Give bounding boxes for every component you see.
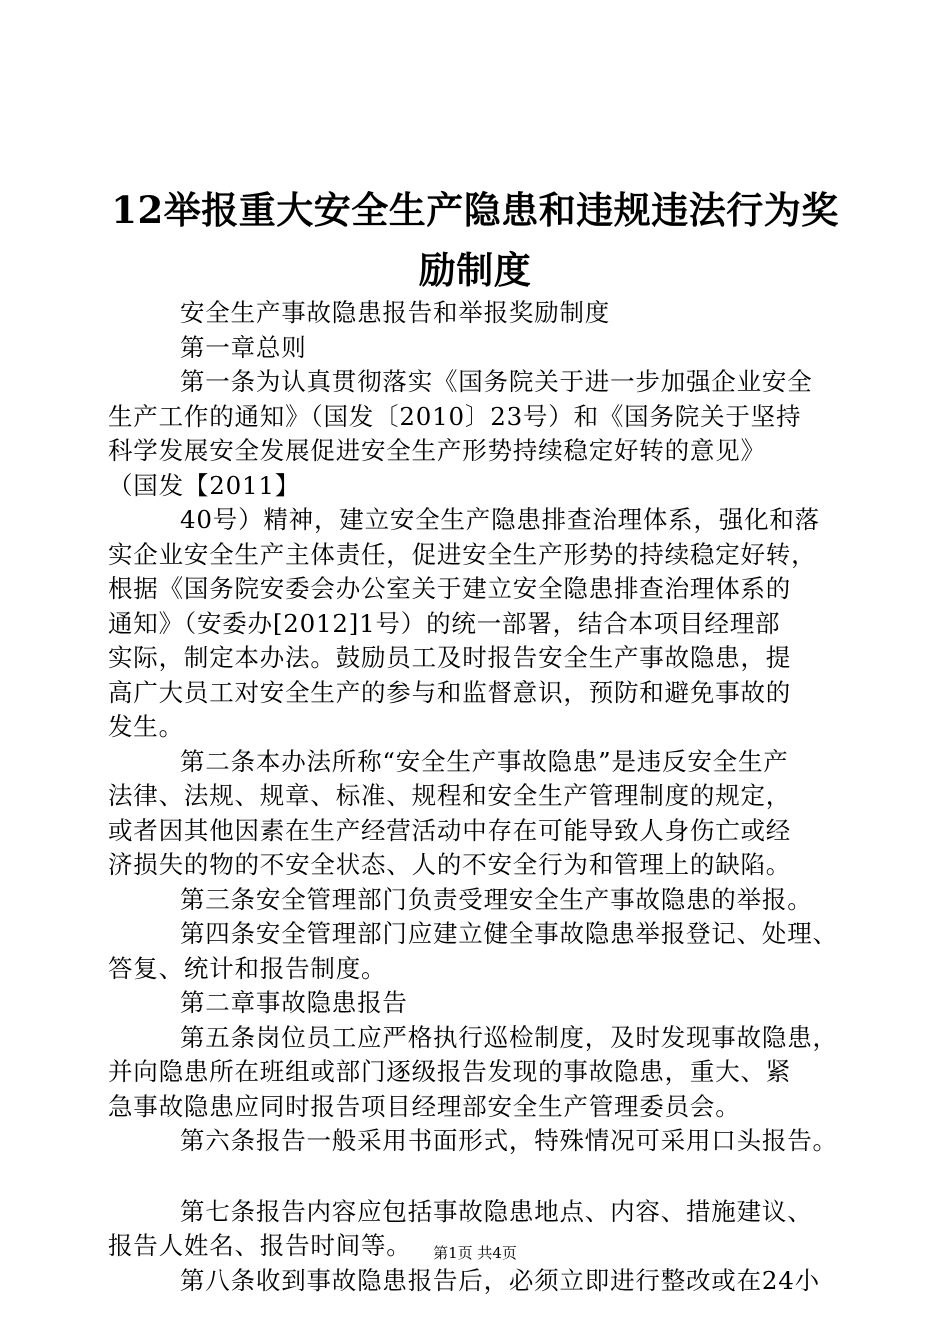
paragraph-line: 答复、统计和报告制度。 <box>108 953 387 983</box>
paragraph-line: 或者因其他因素在生产经营活动中存在可能导致人身伤亡或经 <box>108 815 792 845</box>
blank-line <box>108 1159 838 1195</box>
paragraph-line: 科学发展安全发展促进安全生产形势持续稳定好转的意见》 <box>108 436 766 465</box>
paragraph-line: 第四条安全管理部门应建立健全事故隐患举报登记、处理、 <box>180 919 838 948</box>
document-title-line-1: 12举报重大安全生产隐患和违规违法行为奖 <box>111 188 839 232</box>
paragraph-line: 报告人姓名、报告时间等。 <box>108 1231 412 1260</box>
paragraph-line: 40号）精神，建立安全生产隐患排查治理体系，强化和落 <box>180 505 820 534</box>
paragraph-line: 通知》（安委办[2012]1号）的统一部署，结合本项目经理部 <box>108 608 781 638</box>
paragraph-line: 第六条报告一般采用书面形式，特殊情况可采用口头报告。 <box>180 1126 838 1155</box>
chapter-heading: 第一章总则 <box>180 332 307 362</box>
paragraph-line: 第一条为认真贯彻落实《国务院关于进一步加强企业安全 <box>180 367 813 396</box>
chapter-heading: 第二章事故隐患报告 <box>180 988 408 1017</box>
paragraph-line: 第七条报告内容应包括事故隐患地点、内容、措施建议、 <box>180 1196 813 1226</box>
paragraph-line: 急事故隐患应同时报告项目经理部安全生产管理委员会。 <box>108 1091 741 1121</box>
paragraph-line: 生产工作的通知》（国发〔2010〕23号）和《国务院关于坚持 <box>108 401 802 431</box>
paragraph-line: （国发【2011】 <box>108 470 301 500</box>
document-body <box>108 296 838 1298</box>
paragraph-line: 济损失的物的不安全状态、人的不安全行为和管理上的缺陷。 <box>108 850 792 879</box>
paragraph-line: 并向隐患所在班组或部门逐级报告发现的事故隐患，重大、紧 <box>108 1057 792 1086</box>
paragraph-line: 第二条本办法所称“安全生产事故隐患”是违反安全生产 <box>180 746 789 776</box>
paragraph-line: 第五条岗位员工应严格执行巡检制度，及时发现事故隐患， <box>180 1022 838 1052</box>
paragraph-line: 法律、法规、规章、标准、规程和安全生产管理制度的规定， <box>108 781 792 810</box>
page-footer: 第1页 共4页 <box>433 1244 517 1262</box>
document-title-line-2: 励制度 <box>418 248 532 292</box>
paragraph-line: 实企业安全生产主体责任，促进安全生产形势的持续稳定好转， <box>108 539 817 569</box>
paragraph-line: 第三条安全管理部门负责受理安全生产事故隐患的举报。 <box>180 884 813 914</box>
subtitle: 安全生产事故隐患报告和举报奖励制度 <box>180 298 611 327</box>
paragraph-line: 根据《国务院安委会办公室关于建立安全隐患排查治理体系的 <box>108 574 792 603</box>
paragraph-line: 发生。 <box>108 712 184 741</box>
paragraph-line: 高广大员工对安全生产的参与和监督意识，预防和避免事故的 <box>108 677 792 707</box>
paragraph-line: 第八条收到事故隐患报告后，必须立即进行整改或在24小 <box>180 1265 820 1295</box>
paragraph-line: 实际，制定本办法。鼓励员工及时报告安全生产事故隐患，提 <box>108 643 792 672</box>
